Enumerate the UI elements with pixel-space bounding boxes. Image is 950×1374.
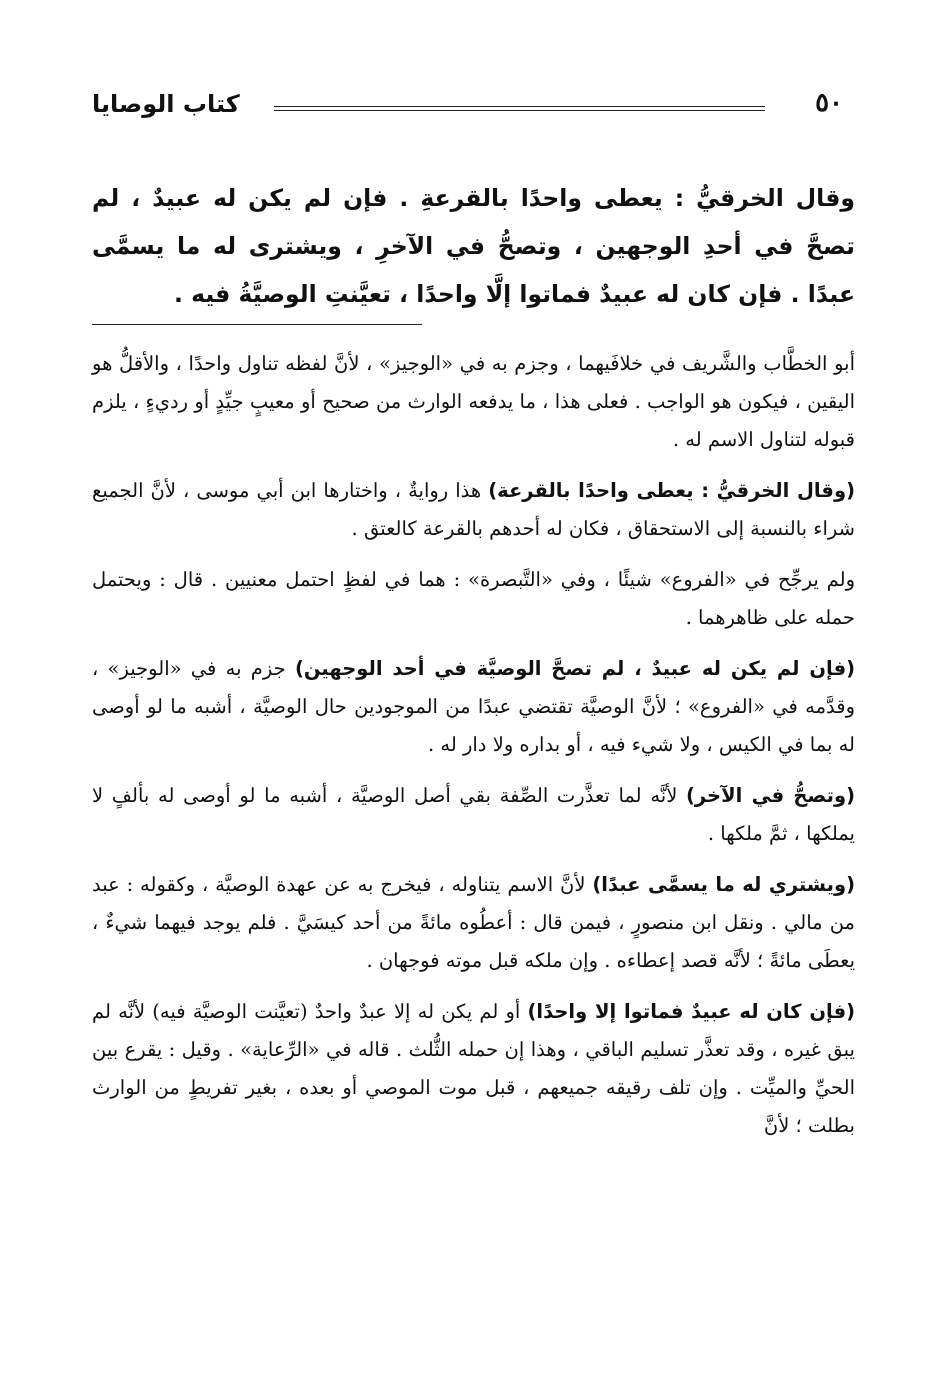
header-rule (274, 106, 765, 107)
commentary-paragraph (92, 345, 855, 459)
commentary-text: أبو الخطَّاب والشَّريف في خلافَيهما ، وجزم به في «الوجيز» ، لأنَّ لفظه تناول واحدًا ، والأقلُّ هو اليقين ، فيكون هو الواجب . فعلى هذا ، ما يدفعه الوارث من صحيح أو معيبٍ جيِّدٍ أو رديءٍ ، يلزم قبوله لتناول الاسم له . (92, 352, 855, 451)
commentary-text: أو لم يكن له إلا عبدٌ واحدٌ (تعيَّنت الوصيَّة فيه) لأنَّه لم يبق غيره ، وقد تعذَّر تسليم الباقي ، وهذا إن حمله الثُّلث . قاله في «الرِّعاية» . وقيل : يقرع بين الحيِّ والميِّت . وإن تلف رقيقه جميعهم ، قبل موت الموصي أو بعده ، بغير تفريطٍ من الوارث بطلت ؛ لأنَّ (92, 1000, 855, 1137)
book-title: كتاب الوصايا (92, 90, 240, 118)
commentary-text: هذا روايةٌ ، واختارها ابن أبي موسى ، لأنَّ الجميع شراء بالنسبة إلى الاستحقاق ، فكان له أحدهم بالقرعة كالعتق . (92, 479, 855, 540)
commentary-text: ولم يرجِّح في «الفروع» شيئًا ، وفي «التَّبصرة» : هما في لفظٍ احتمل معنيين . قال : ويحتمل حمله على ظاهرهما . (92, 568, 855, 629)
page (92, 78, 855, 1354)
lemma: (فإن لم يكن له عبيدٌ ، لم تصحَّ الوصيَّة في أحد الوجهين) (294, 657, 855, 680)
lemma: (فإن كان له عبيدٌ فماتوا إلا واحدًا) (527, 1000, 855, 1023)
lemma: (وتصحُّ في الآخر) (686, 784, 855, 807)
commentary-paragraph (92, 650, 855, 764)
commentary-text: جزم به في «الوجيز» ، وقدَّمه في «الفروع» ؛ لأنَّ الوصيَّة تقتضي عبدًا من الموجودين حال الوصيَّة ، أشبه ما لو أوصى له بما في الكيس ، ولا شيء فيه ، أو بداره ولا دار له . (92, 657, 855, 756)
commentary (92, 345, 855, 1145)
commentary-paragraph (92, 561, 855, 637)
commentary-paragraph (92, 866, 855, 980)
commentary-paragraph (92, 777, 855, 853)
separator-rule (92, 324, 422, 325)
lemma: (وقال الخرقيُّ : يعطى واحدًا بالقرعة) (488, 479, 855, 502)
page-number: ٥٠ (815, 88, 843, 118)
running-header (92, 78, 855, 128)
lemma: (ويشتري له ما يسمَّى عبدًا) (592, 873, 855, 896)
main-text: وقال الخرقيُّ : يعطى واحدًا بالقرعةِ . فإن لم يكن له عبيدٌ ، لم تصحَّ في أحدِ الوجهين ، وتصحُّ في الآخرِ ، ويشترى له ما يسمَّى عبدًا . فإن كان له عبيدٌ فماتوا إلَّا واحدًا ، تعيَّنتِ الوصيَّةُ فيه . (92, 184, 855, 308)
commentary-text: لأنَّ الاسم يتناوله ، فيخرج به عن عهدة الوصيَّة ، وكقوله : عبد من مالي . ونقل ابن منصورٍ ، فيمن قال : أعطُوه مائةً من أحد كيسَيَّ . فلم يوجد فيهما شيءٌ ، يعطَى مائةً ؛ لأنَّه قصد إعطاءه . وإن ملكه قبل موته فوجهان . (92, 873, 855, 972)
commentary-text: لأنَّه لما تعذَّرت الصِّفة بقي أصل الوصيَّة ، أشبه ما لو أوصى له بألفٍ لا يملكها ، ثمَّ ملكها . (92, 784, 855, 845)
commentary-paragraph (92, 472, 855, 548)
commentary-paragraph (92, 993, 855, 1145)
